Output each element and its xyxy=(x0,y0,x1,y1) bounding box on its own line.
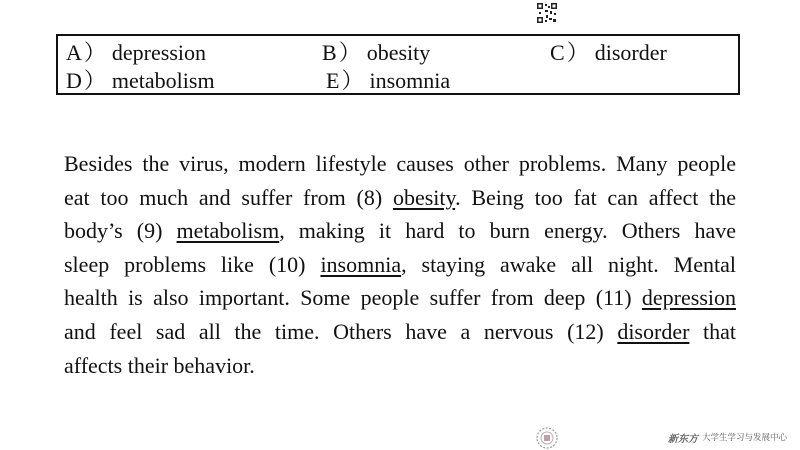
option-separator: ） xyxy=(566,40,589,65)
passage-line: sleep problems like (10) insomnia, staying awake all night. Mental xyxy=(64,251,736,277)
passage-line: health is also important. Some people suffer from deep (11) depression xyxy=(64,285,736,311)
option-letter: B xyxy=(322,40,337,65)
passage xyxy=(64,147,736,382)
option-letter: E xyxy=(326,68,340,93)
seal-icon xyxy=(535,426,559,450)
qr-code-icon xyxy=(536,2,558,24)
option-separator: ） xyxy=(341,68,364,93)
passage-line: affects their behavior. xyxy=(64,352,255,378)
answer-blank-9: metabolism xyxy=(176,218,280,244)
answer-blank-12: disorder xyxy=(617,318,690,344)
option-letter: A xyxy=(66,40,82,65)
option-letter: D xyxy=(66,68,82,93)
option-word: depression xyxy=(111,40,206,65)
option-word: metabolism xyxy=(111,68,215,93)
option-letter: C xyxy=(550,40,565,65)
option-word: disorder xyxy=(594,40,667,65)
passage-line: Besides the virus, modern lifestyle causes other problems. Many people xyxy=(64,151,736,176)
option-e xyxy=(326,68,450,94)
passage-line: eat too much and suffer from (8) obesity. Being too fat can affect the xyxy=(64,184,736,210)
option-separator: ） xyxy=(83,68,106,93)
word-bank-box xyxy=(56,34,740,95)
option-d xyxy=(66,68,215,94)
answer-blank-10: insomnia xyxy=(320,251,402,277)
passage-line: and feel sad all the time. Others have a nervous (12) disorder that xyxy=(64,318,736,344)
option-word: insomnia xyxy=(369,68,451,93)
footer-text: 大学生学习与发展中心 xyxy=(702,433,788,443)
footer-logo: 新东方 xyxy=(668,434,698,445)
option-a xyxy=(66,40,206,66)
option-c xyxy=(550,40,667,66)
option-word: obesity xyxy=(366,40,431,65)
answer-blank-11: depression xyxy=(641,285,736,311)
option-separator: ） xyxy=(338,40,361,65)
passage-line: body’s (9) metabolism, making it hard to burn energy. Others have xyxy=(64,218,736,244)
option-separator: ） xyxy=(83,40,106,65)
option-b xyxy=(322,40,430,66)
answer-blank-8: obesity xyxy=(392,184,456,210)
